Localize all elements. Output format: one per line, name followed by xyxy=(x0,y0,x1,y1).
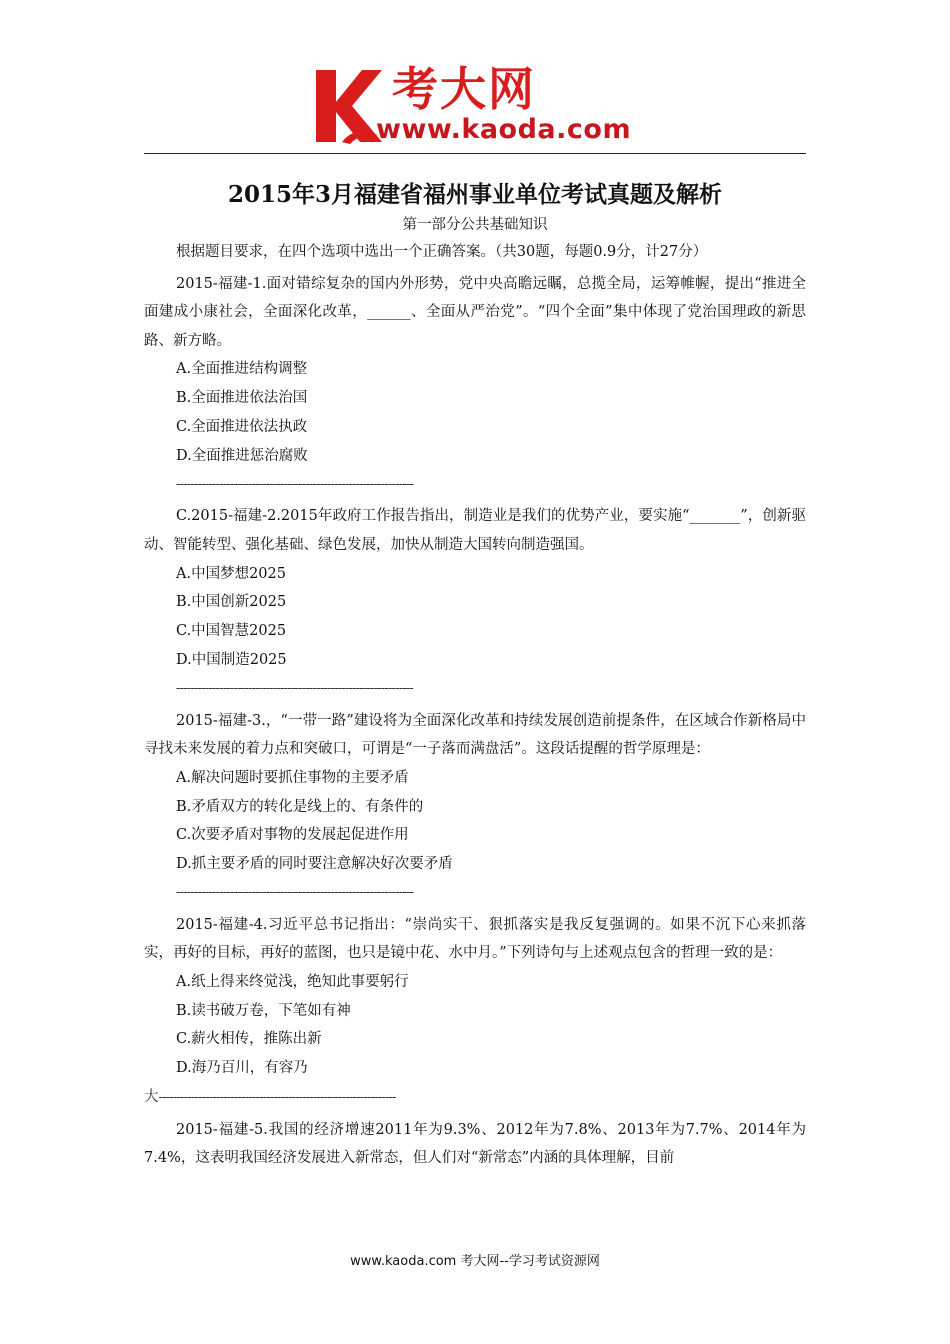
document-title: 2015年3月福建省福州事业单位考试真题及解析 xyxy=(227,181,723,208)
separator-line-with-trailing-text xyxy=(144,1083,806,1113)
logo-url: www.kaoda.com xyxy=(376,114,632,145)
question-stem: 2015-福建-3.，“一带一路”建设将为全面深化改革和持续发展创造前提条件，在区域合作新格局中寻找未来发展的着力点和突破口，可谓是“一子落而满盘活”。这段话提醒的哲学原理是： xyxy=(144,712,806,758)
option: C.薪火相传，推陈出新 xyxy=(176,1031,322,1048)
option: B.中国创新2025 xyxy=(176,594,287,611)
option: B.矛盾双方的转化是线上的、有条件的 xyxy=(176,798,424,815)
separator-line: ------------------------------------------------------------------ xyxy=(176,680,414,696)
option: B.全面推进依法治国 xyxy=(176,390,308,407)
separator-line: ------------------------------------------------------------------ xyxy=(176,476,414,492)
page-footer: www.kaoda.com 考大网--学习考试资源网 xyxy=(350,1254,600,1269)
separator-dashes: ------------------------------------------------------------------ xyxy=(158,1090,396,1106)
option: A.中国梦想2025 xyxy=(176,565,286,582)
option: A.全面推进结构调整 xyxy=(176,361,308,378)
separator-line: ------------------------------------------------------------------ xyxy=(176,884,414,900)
option: C.全面推进依法执政 xyxy=(176,418,308,435)
option: B.读书破万卷，下笔如有神 xyxy=(176,1002,351,1019)
logo-name: 考大网 xyxy=(392,62,536,116)
option: D.中国制造2025 xyxy=(176,651,287,668)
document-body xyxy=(144,238,806,1173)
question-stem: C.2015-福建-2.2015年政府工作报告指出，制造业是我们的优势产业，要实施“_______”，创新驱动、智能转型、强化基础、绿色发展，加快从制造大国转向制造强国。 xyxy=(144,508,806,553)
section-subtitle: 第一部分公共基础知识 xyxy=(402,217,548,233)
header-divider xyxy=(144,153,806,154)
trailing-text: 大 xyxy=(144,1089,159,1106)
option: D.海乃百川，有容乃 xyxy=(176,1060,308,1077)
instructions: 根据题目要求，在四个选项中选出一个正确答案。（共30题，每题0.9分，计27分） xyxy=(176,244,708,260)
k-logo-icon xyxy=(312,66,384,144)
option: C.中国智慧2025 xyxy=(176,623,287,640)
kaoda-logo xyxy=(312,62,642,150)
question-stem: 2015-福建-4.习近平总书记指出：“崇尚实干、狠抓落实是我反复强调的。如果不沉下心来抓落实，再好的目标，再好的蓝图，也只是镜中花、水中月。”下列诗句与上述观点包含的哲理一致的是： xyxy=(144,916,806,962)
option: D.抓主要矛盾的同时要注意解决好次要矛盾 xyxy=(176,856,453,873)
question-stem: 2015-福建-5.我国的经济增速2011年为9.3%、2012年为7.8%、2013年为7.7%、2014年为7.4%，这表明我国经济发展进入新常态，但人们对“新常态”内涵的具体理解，目前 xyxy=(144,1121,806,1167)
option: D.全面推进惩治腐败 xyxy=(176,447,308,464)
option: A.纸上得来终觉浅，绝知此事要躬行 xyxy=(176,973,409,990)
question-stem: 2015-福建-1.面对错综复杂的国内外形势，党中央高瞻远瞩，总揽全局，运筹帷幄，提出“推进全面建成小康社会，全面深化改革，______、全面从严治党”。“四个全面”集中体现了党治国理政的新思路、新方略。 xyxy=(144,275,806,349)
option: C.次要矛盾对事物的发展起促进作用 xyxy=(176,827,409,844)
option: A.解决问题时要抓住事物的主要矛盾 xyxy=(176,769,409,786)
